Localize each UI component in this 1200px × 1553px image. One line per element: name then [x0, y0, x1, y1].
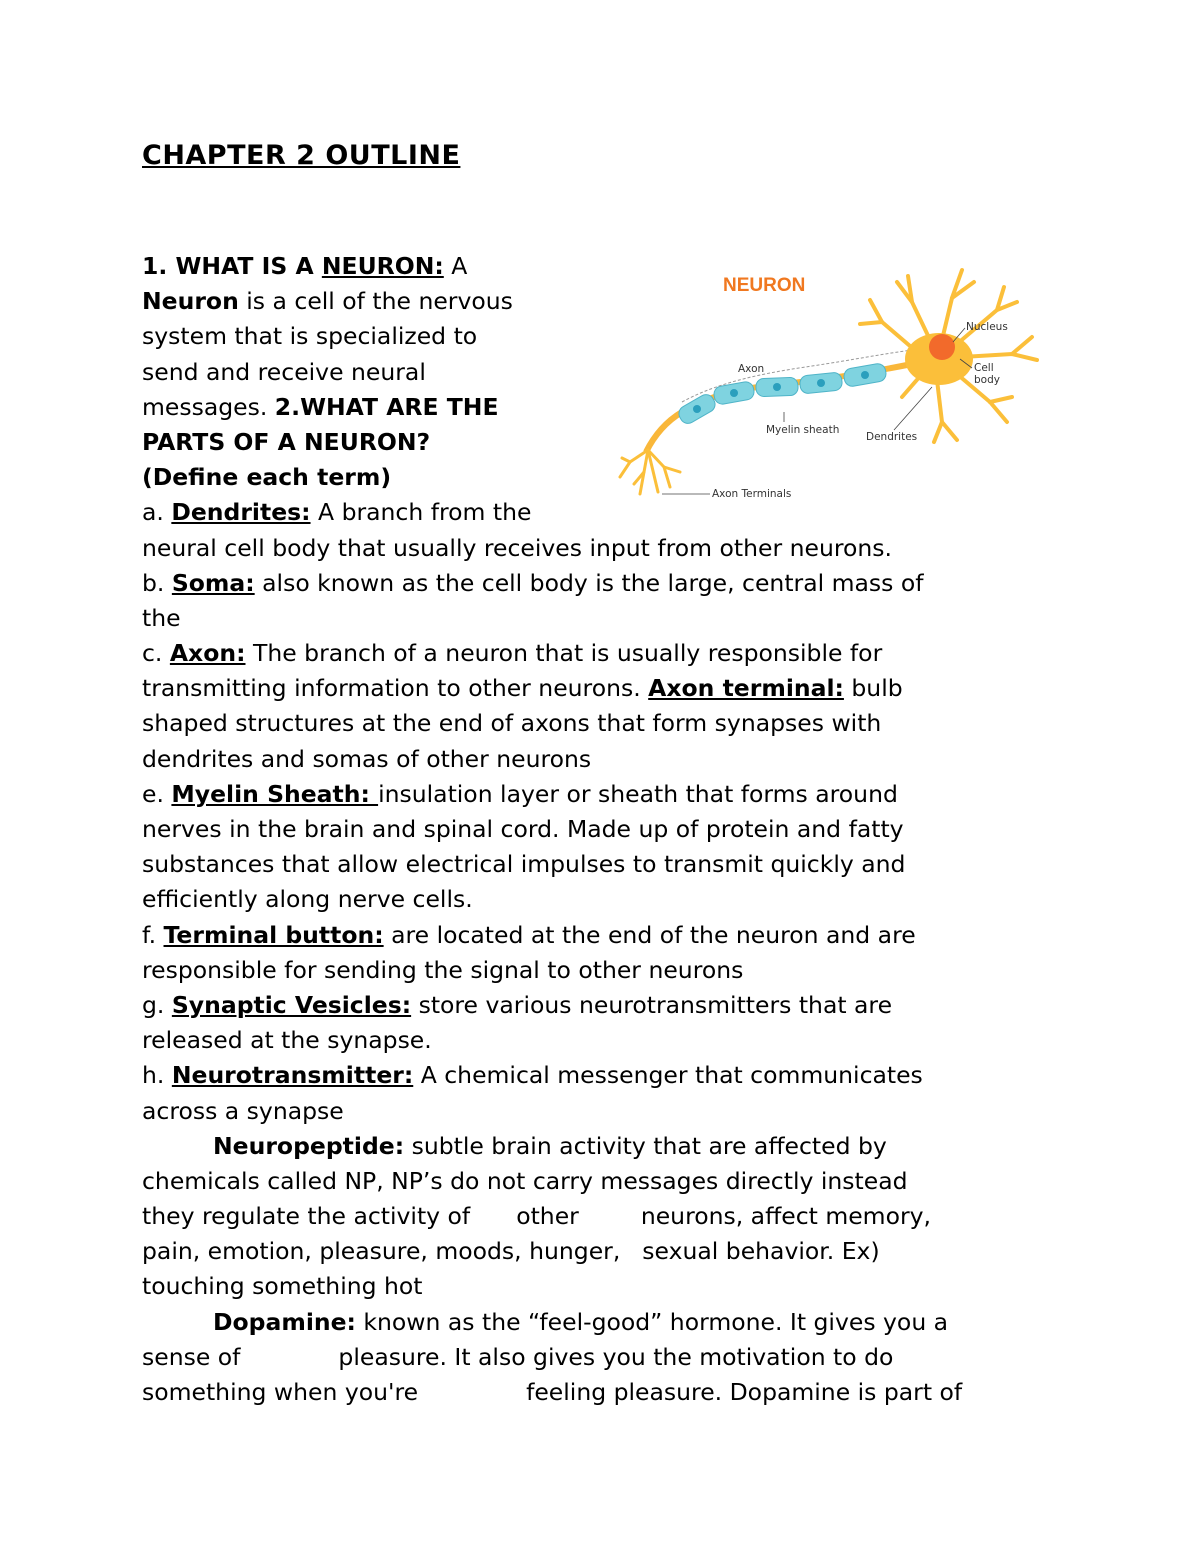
item-c-line-1 — [142, 636, 1082, 671]
q1-answer-term: Neuron — [142, 287, 239, 316]
item-c-text: The branch of a neuron that is usually responsible for — [245, 639, 883, 668]
q1-answer-line — [142, 284, 1082, 319]
item-a-term: Dendrites: — [171, 498, 311, 527]
item-h-text: A chemical messenger that communicates — [413, 1061, 923, 1090]
dopamine-term: Dopamine: — [213, 1307, 356, 1336]
item-h-prefix: h. — [142, 1061, 172, 1090]
neuropeptide-text-4a: pain, emotion, pleasure, moods, hunger, — [142, 1237, 621, 1266]
item-h-term: Neurotransmitter: — [171, 1061, 414, 1090]
item-e-text: insulation layer or sheath that forms around — [378, 779, 898, 808]
q1-line-5-text: messages. — [142, 392, 275, 421]
dopamine-text-2b: pleasure. It also gives you the motivation to do — [338, 1342, 894, 1371]
q1-line-5 — [142, 390, 1082, 425]
neuropeptide-line-3 — [142, 1199, 1082, 1234]
item-g-prefix: g. — [142, 990, 172, 1019]
item-g-line-1 — [142, 988, 1082, 1023]
q1-answer-text: is a cell of the nervous — [238, 287, 513, 316]
q1-line-3: system that is specialized to — [142, 322, 478, 351]
item-b-text: also known as the cell body is the large, central mass of — [254, 568, 924, 597]
item-c-text-3: bulb — [843, 674, 903, 703]
item-a-line-1 — [142, 495, 1082, 530]
neuropeptide-text-3c: neurons, affect memory, — [640, 1202, 931, 1231]
neuropeptide-text-4b: sexual behavior. Ex) — [642, 1237, 880, 1266]
item-g-term: Synaptic Vesicles: — [171, 990, 412, 1019]
q1-heading-line — [142, 249, 1082, 284]
neuropeptide-line-4 — [142, 1234, 1082, 1269]
item-a-line-2: neural cell body that usually receives input from other neurons. — [142, 533, 892, 562]
item-e-line-3: substances that allow electrical impulses to transmit quickly and — [142, 850, 906, 879]
item-c-line-4: dendrites and somas of other neurons — [142, 744, 592, 773]
label-cell-body-2: body — [974, 374, 1000, 386]
dopamine-text: known as the “feel-good” hormone. It gives you a — [355, 1307, 949, 1336]
neuropeptide-text-3b: other — [516, 1202, 579, 1231]
item-c-line-3: shaped structures at the end of axons that form synapses with — [142, 709, 882, 738]
q1-line-4: send and receive neural — [142, 357, 426, 386]
item-c-prefix: c. — [142, 639, 170, 668]
item-e-line-1 — [142, 777, 1082, 812]
item-b-term: Soma: — [171, 568, 255, 597]
q1-heading-term: NEURON: — [321, 252, 444, 280]
neuropeptide-line-2: chemicals called NP, NP’s do not carry messages directly instead — [142, 1166, 908, 1195]
neuropeptide-term: Neuropeptide: — [213, 1131, 405, 1160]
item-c-text-2: transmitting information to other neurons. — [142, 674, 649, 703]
label-dendrites: Dendrites — [866, 431, 918, 443]
item-c-line-2 — [142, 671, 1082, 706]
item-c-term-2: Axon terminal: — [648, 674, 844, 703]
neuropeptide-text-3a: they regulate the activity of — [142, 1202, 471, 1231]
q2-instruction: (Define each term) — [142, 463, 392, 492]
q2-heading-1: 2.WHAT ARE THE — [274, 392, 499, 421]
neuropeptide-text: subtle brain activity that are affected by — [404, 1131, 887, 1160]
intro-block — [142, 249, 1082, 1410]
item-f-line-1 — [142, 918, 1082, 953]
item-e-line-2: nerves in the brain and spinal cord. Made up of protein and fatty — [142, 815, 904, 843]
dopamine-line-2 — [142, 1340, 1082, 1375]
dopamine-text-3a: something when you're — [142, 1378, 419, 1406]
dopamine-line-3 — [142, 1375, 1082, 1410]
item-f-text: are located at the end of the neuron and are — [383, 920, 916, 949]
q2-heading-2: PARTS OF A NEURON? — [142, 427, 431, 456]
item-g-text: store various neurotransmitters that are — [411, 990, 893, 1019]
item-f-prefix: f. — [142, 920, 164, 949]
figure-title: NEURON — [723, 275, 806, 296]
item-a-text: A branch from the — [310, 498, 532, 527]
item-b-line-1 — [142, 566, 1082, 601]
label-nucleus: Nucleus — [966, 321, 1008, 333]
label-axon-terminals: Axon Terminals — [712, 488, 792, 500]
dopamine-text-3b: feeling pleasure. Dopamine is part of — [526, 1378, 963, 1406]
q1-answer-start: A — [443, 252, 468, 280]
item-f-line-2: responsible for sending the signal to other neurons — [142, 955, 744, 984]
dopamine-text-2a: sense of — [142, 1342, 241, 1371]
neuropeptide-line-5: touching something hot — [142, 1272, 423, 1301]
item-e-line-4: efficiently along nerve cells. — [142, 885, 473, 914]
item-f-term: Terminal button: — [163, 920, 384, 949]
item-c-term: Axon: — [169, 639, 246, 668]
item-h-line-2: across a synapse — [142, 1096, 344, 1125]
item-e-prefix: e. — [142, 779, 172, 808]
item-e-term: Myelin Sheath: — [171, 779, 379, 808]
item-b-line-2: the — [142, 603, 181, 632]
label-myelin-sheath: Myelin sheath — [766, 424, 840, 436]
page-title: CHAPTER 2 OUTLINE — [142, 140, 461, 171]
item-h-line-1 — [142, 1058, 1082, 1093]
label-axon: Axon — [738, 363, 765, 375]
item-a-prefix: a. — [142, 498, 172, 527]
label-cell-body-1: Cell — [974, 362, 994, 374]
item-b-prefix: b. — [142, 568, 172, 597]
q1-heading: 1. WHAT IS A — [142, 252, 322, 280]
neuropeptide-line-1 — [142, 1129, 1082, 1164]
item-g-line-2: released at the synapse. — [142, 1026, 432, 1055]
dopamine-line-1 — [142, 1305, 1082, 1340]
